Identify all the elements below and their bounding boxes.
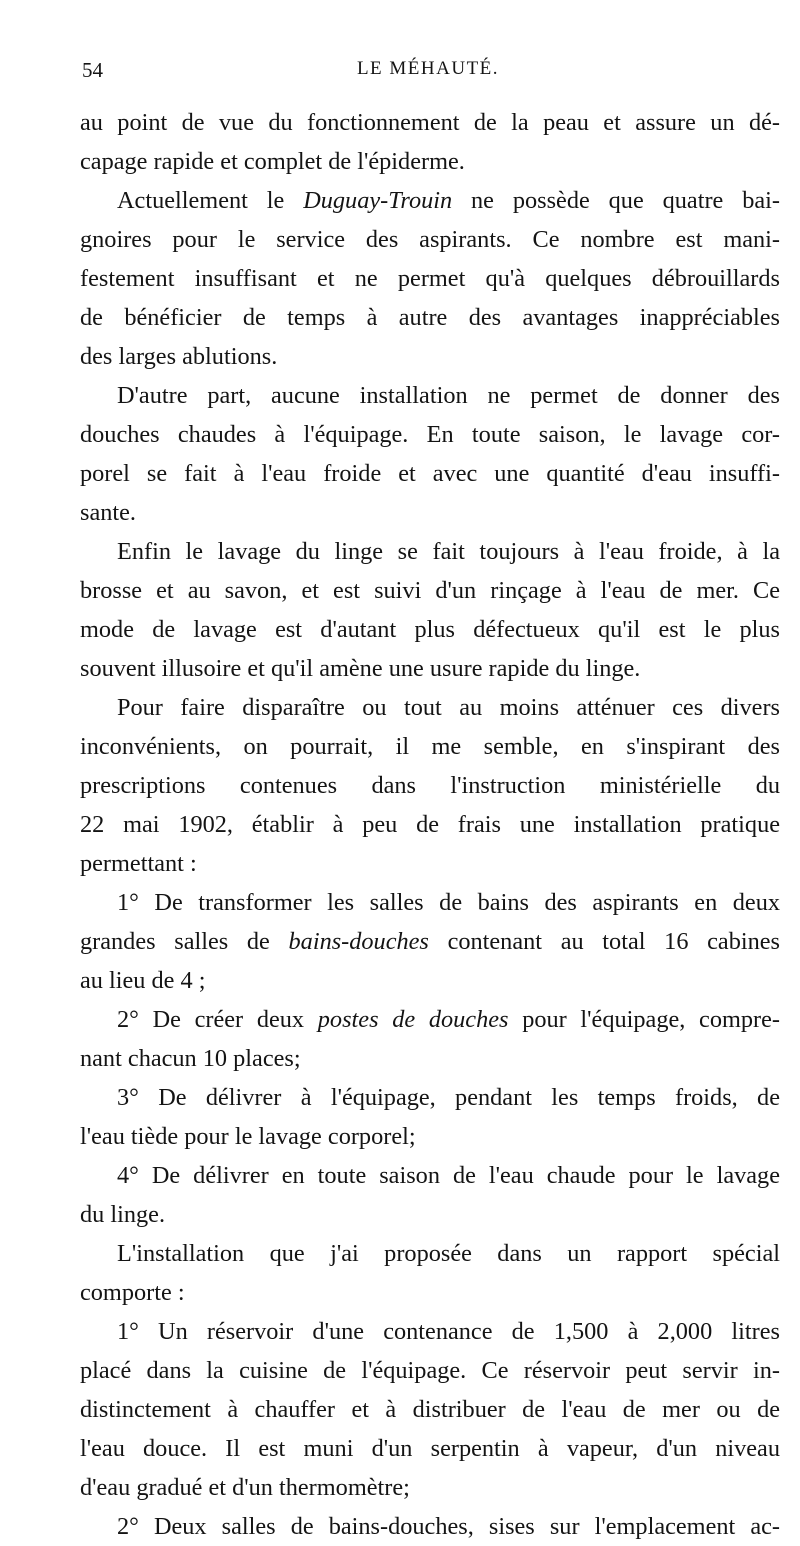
text-line — [80, 1000, 780, 1039]
text-segment: 1° Un réservoir d'une contenance de 1,500 à 2,000 litres — [117, 1318, 780, 1345]
text-segment: mode de lavage est d'autant plus défectueux qu'il est le plus — [80, 616, 780, 643]
text-segment: permettant : — [80, 850, 197, 877]
text-segment: inconvénients, on pourrait, il me semble, en s'inspirant des — [80, 733, 780, 760]
running-title: LE MÉHAUTÉ. — [356, 58, 500, 79]
text-line — [80, 103, 780, 142]
text-segment: Pour faire disparaître ou tout au moins atténuer ces divers — [117, 694, 780, 721]
text-line — [80, 766, 780, 805]
text-line — [80, 493, 780, 532]
text-segment: l'eau tiède pour le lavage corporel; — [80, 1123, 416, 1150]
text-line — [80, 727, 780, 766]
text-segment: gnoires pour le service des aspirants. Ce nombre est mani- — [80, 226, 780, 253]
text-line — [80, 1117, 780, 1156]
text-segment: au lieu de 4 ; — [80, 967, 206, 994]
text-segment: ne possède que quatre bai- — [452, 187, 780, 214]
text-line — [80, 844, 780, 883]
text-segment: contenant au total 16 cabines — [428, 928, 780, 955]
text-line — [80, 1273, 780, 1312]
body-text — [80, 103, 780, 1546]
text-segment: L'installation que j'ai proposée dans un rapport spécial — [117, 1240, 780, 1267]
text-segment: 2° Deux salles de bains-douches, sises sur l'emplacement ac- — [117, 1513, 780, 1540]
text-line — [80, 454, 780, 493]
text-segment: au point de vue du fonctionnement de la peau et assure un dé- — [80, 109, 780, 136]
text-line — [80, 805, 780, 844]
text-segment: Enfin le lavage du linge se fait toujours à l'eau froide, à la — [117, 538, 780, 565]
text-line — [80, 415, 780, 454]
text-line — [80, 1156, 780, 1195]
text-line — [80, 649, 780, 688]
text-line — [80, 220, 780, 259]
text-line — [80, 922, 780, 961]
page-header — [80, 58, 756, 88]
text-segment: 4° De délivrer en toute saison de l'eau chaude pour le lavage — [117, 1162, 780, 1189]
text-segment: d'eau gradué et d'un thermomètre; — [80, 1474, 410, 1501]
text-segment: 2° De créer deux — [117, 1006, 318, 1033]
text-line — [80, 1429, 780, 1468]
text-line — [80, 1234, 780, 1273]
text-segment: brosse et au savon, et est suivi d'un rinçage à l'eau de mer. Ce — [80, 577, 780, 604]
text-segment: comporte : — [80, 1279, 185, 1306]
text-segment: porel se fait à l'eau froide et avec une quantité d'eau insuffi- — [80, 460, 780, 487]
text-segment: 22 mai 1902, établir à peu de frais une installation pratique — [80, 811, 780, 838]
text-line — [80, 1507, 780, 1546]
text-line — [80, 298, 780, 337]
text-segment: prescriptions contenues dans l'instruction ministérielle du — [80, 772, 780, 799]
text-line — [80, 142, 780, 181]
text-segment: grandes salles de — [80, 928, 289, 955]
text-segment: des larges ablutions. — [80, 343, 278, 370]
text-segment: Actuellement le — [117, 187, 304, 214]
text-segment: de bénéficier de temps à autre des avantages inappréciables — [80, 304, 780, 331]
text-segment: distinctement à chauffer et à distribuer de l'eau de mer ou de — [80, 1396, 780, 1423]
text-segment: festement insuffisant et ne permet qu'à quelques débrouillards — [80, 265, 780, 292]
italic-phrase: bains-douches — [288, 928, 429, 955]
text-segment: pour l'équipage, compre- — [508, 1006, 780, 1033]
text-segment: l'eau douce. Il est muni d'un serpentin à vapeur, d'un niveau — [80, 1435, 780, 1462]
text-line — [80, 1039, 780, 1078]
text-line — [80, 571, 780, 610]
text-line — [80, 688, 780, 727]
text-line — [80, 376, 780, 415]
italic-phrase: postes de douches — [317, 1006, 509, 1033]
text-segment: souvent illusoire et qu'il amène une usure rapide du linge. — [80, 655, 641, 682]
text-segment: nant chacun 10 places; — [80, 1045, 301, 1072]
text-segment: du linge. — [80, 1201, 166, 1228]
text-line — [80, 961, 780, 1000]
text-line — [80, 1195, 780, 1234]
text-line — [80, 1312, 780, 1351]
text-line — [80, 1078, 780, 1117]
page-number: 54 — [82, 58, 103, 82]
italic-phrase: Duguay-Trouin — [303, 187, 453, 214]
text-line — [80, 259, 780, 298]
text-segment: sante. — [80, 499, 136, 526]
text-line — [80, 532, 780, 571]
text-segment: douches chaudes à l'équipage. En toute saison, le lavage cor- — [80, 421, 780, 448]
text-segment: 3° De délivrer à l'équipage, pendant les temps froids, de — [117, 1084, 780, 1111]
text-line — [80, 1468, 780, 1507]
text-segment: placé dans la cuisine de l'équipage. Ce réservoir peut servir in- — [80, 1357, 780, 1384]
text-line — [80, 1390, 780, 1429]
text-line — [80, 610, 780, 649]
text-line — [80, 181, 780, 220]
text-line — [80, 1351, 780, 1390]
text-segment: capage rapide et complet de l'épiderme. — [80, 148, 465, 175]
text-line — [80, 337, 780, 376]
text-segment: 1° De transformer les salles de bains des aspirants en deux — [117, 889, 780, 916]
text-segment: D'autre part, aucune installation ne permet de donner des — [117, 382, 780, 409]
text-line — [80, 883, 780, 922]
